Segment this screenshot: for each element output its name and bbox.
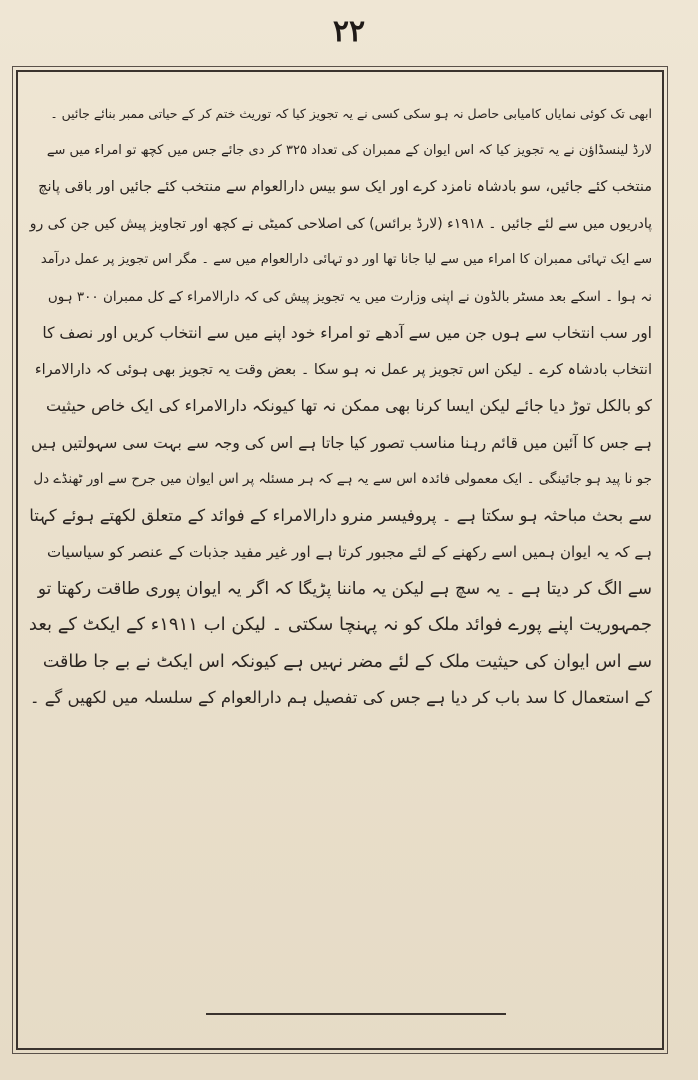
text-line: سے ایک تہائی ممبران کا امراء میں سے لیا جانا تھا اور دو تہائی دارالعوام میں سے ۔ مگر اس تجویز پر عمل درآمد bbox=[40, 252, 652, 267]
text-line: اور سب انتخاب سے ہوں جن میں سے آدھے تو امراء خود اپنے میں سے انتخاب کریں اور نصف کا bbox=[42, 324, 652, 342]
text-line: کو بالکل توڑ دیا جائے لیکن ایسا کرنا بھی ممکن نہ تھا کیونکہ دارالامراء کی ایک خاص حیثیت bbox=[45, 396, 652, 415]
text-line: پادریوں میں سے لئے جائیں ۔ ۱۹۱۸ء (لارڈ برائس) کی اصلاحی کمیٹی نے کچھ اور تجاویز پیش کیں جن کی رو bbox=[29, 215, 652, 232]
text-line: انتخاب بادشاہ کرے ۔ لیکن اس تجویز پر عمل نہ ہو سکا ۔ بعض وقت یہ تجویز بھی ہوئی کہ دارالامراء bbox=[34, 361, 652, 378]
text-line: ہے کہ یہ ایوان ہمیں اسے رکھنے کے لئے مجبور کرتا ہے اور غیر مفید جذبات کے عنصر کو سیاسیات bbox=[46, 543, 652, 561]
text-line: ہے جس کا آئین میں قائم رہنا مناسب تصور کیا جاتا ہے اس کی وجہ سے بہت سی سہولتیں ہیں bbox=[30, 433, 652, 452]
text-line: ابھی تک کوئی نمایاں کامیابی حاصل نہ ہو سکی کسی نے یہ تجویز کیا کہ توریث ختم کر کے حیاتی ممبر بنائے جائیں ۔ bbox=[50, 106, 652, 121]
text-line: سے اس ایوان کی حیثیت ملک کے لئے مضر نہیں ہے کیونکہ اس ایکٹ نے بے جا طاقت bbox=[42, 651, 652, 672]
text-line: جمہوریت اپنے پورے فوائد ملک کو نہ پہنچا سکتی ۔ لیکن اب ۱۹۱۱ء کے ایکٹ کے بعد bbox=[28, 614, 652, 635]
text-line: نہ ہوا ۔ اسکے بعد مسٹر بالڈون نے اپنی وزارت میں یہ تجویز پیش کی کہ دارالامراء کے کل ممبران ۳۰۰ ہوں bbox=[47, 288, 652, 305]
text-line: منتخب کئے جائیں، سو بادشاہ نامزد کرے اور ایک سو بیس دارالعوام سے منتخب کئے جائیں اور باقی پانچ bbox=[38, 179, 652, 195]
closing-rule bbox=[206, 1013, 506, 1015]
text-line: جو نا پید ہو جائینگی ۔ ایک معمولی فائدہ اس سے یہ ہے کہ ہر مسئلہ پر اس ایوان میں جرح سے اور ٹھنڈے دل bbox=[33, 471, 652, 487]
body-text bbox=[28, 96, 652, 717]
page-number: ۲۲ bbox=[332, 14, 366, 49]
text-line: سے الگ کر دیتا ہے ۔ یہ سچ ہے لیکن یہ ماننا پڑیگا کہ اگر یہ ایوان پوری طاقت رکھتا تو bbox=[37, 578, 652, 599]
text-line: لارڈ لینسڈاؤن نے یہ تجویز کیا کہ اس ایوان کے ممبران کی تعداد ۳۲۵ کر دی جائے جس میں کچھ تو امراء میں سے bbox=[46, 142, 652, 158]
text-line: سے بحث مباحثہ ہو سکتا ہے ۔ پروفیسر منرو دارالامراء کے فوائد کے متعلق لکھتے ہوئے کہتا bbox=[29, 505, 652, 525]
text-line: کے استعمال کا سد باب کر دیا ہے جس کی تفصیل ہم دارالعوام کے سلسلہ میں لکھیں گے ۔ bbox=[29, 688, 652, 707]
